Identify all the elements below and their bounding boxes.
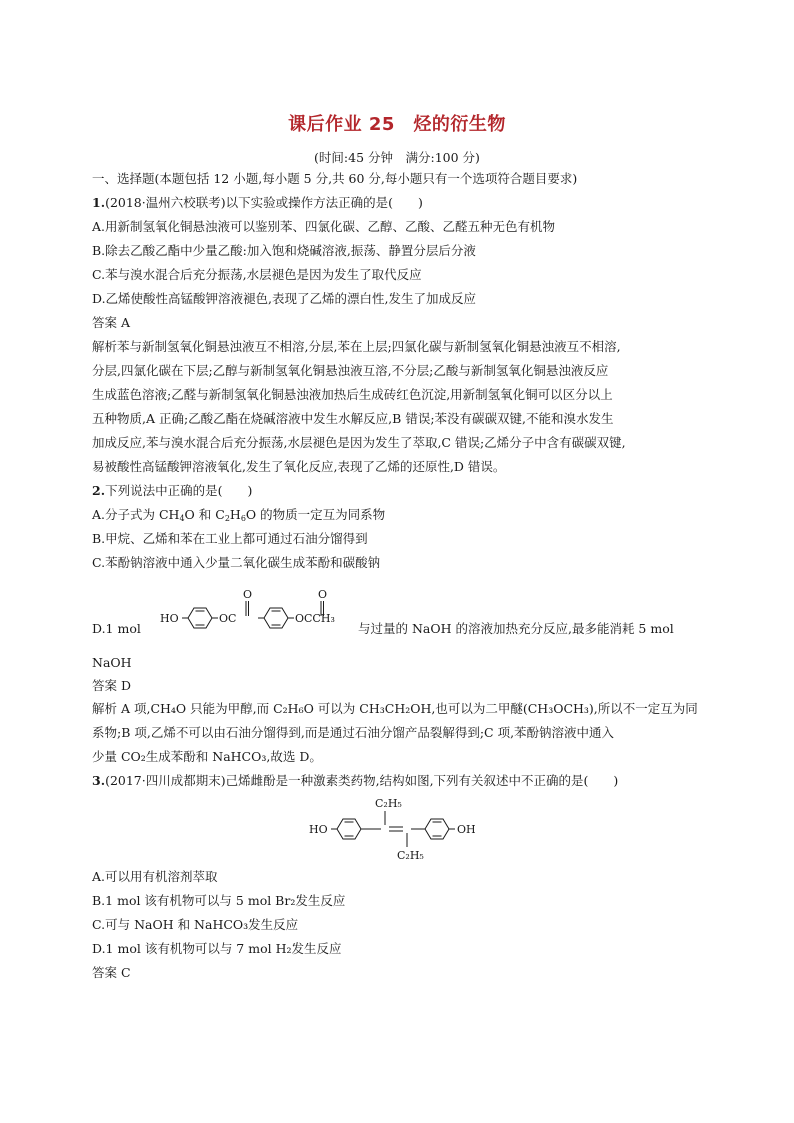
question-2-text: 下列说法中正确的是( ): [105, 483, 253, 498]
question-2-option-d-text: 与过量的 NaOH 的溶液加热充分反应,最多能消耗 5 mol: [358, 621, 674, 636]
section-heading: 一、选择题(本题包括 12 小题,每小题 5 分,共 60 分,每小题只有一个选项符合题目要求): [92, 171, 578, 186]
question-3-number: 3.: [92, 773, 106, 788]
question-1-stem: [92, 194, 423, 212]
question-2-option-c: C.苯酚钠溶液中通入少量二氧化碳生成苯酚和碳酸钠: [92, 555, 381, 570]
question-2-analysis-line: 系物;B 项,乙烯不可以由石油分馏得到,而是通过石油分馏产品裂解得到;C 项,苯酚钠溶液中通入: [92, 725, 615, 740]
question-3-answer: 答案 C: [92, 965, 131, 980]
mol-label-ho: HO: [160, 612, 179, 625]
question-2-number: 2.: [92, 483, 106, 498]
mol-label-ethyl-bottom: C₂H₅: [397, 849, 424, 862]
question-2-option-b: B.甲烷、乙烯和苯在工业上都可通过石油分馏得到: [92, 531, 368, 546]
question-3-option-a: A.可以用有机溶剂萃取: [92, 869, 218, 884]
question-1-analysis-line: 加成反应,苯与溴水混合后充分振荡,水层褪色是因为发生了萃取,C 错误;乙烯分子中含有碳碳双键,: [92, 435, 626, 450]
question-1-option-d: D.乙烯使酸性高锰酸钾溶液褪色,表现了乙烯的漂白性,发生了加成反应: [92, 291, 476, 306]
question-2-answer: 答案 D: [92, 678, 131, 693]
question-3-text: (2017·四川成都期末)己烯雌酚是一种激素类药物,结构如图,下列有关叙述中不正确的是( ): [105, 773, 619, 788]
page-title: 课后作业 25 烃的衍生物: [288, 114, 506, 135]
question-2-analysis-line: 解析 A 项,CH₄O 只能为甲醇,而 C₂H₆O 可以为 CH₃CH₂OH,也可以为二甲醚(CH₃OCH₃),所以不一定互为同: [92, 701, 698, 716]
question-1-analysis-line: 易被酸性高锰酸钾溶液氧化,发生了氧化反应,表现了乙烯的还原性,D 错误。: [92, 459, 506, 474]
question-1-option-a: A.用新制氢氧化铜悬浊液可以鉴别苯、四氯化碳、乙醇、乙酸、乙醛五种无色有机物: [92, 219, 556, 234]
mol-label-ethyl-top: C₂H₅: [375, 797, 402, 810]
mol-label-oc: OC: [219, 612, 237, 625]
question-2-option-d-prefix: D.1 mol: [92, 621, 141, 636]
question-3-option-b: B.1 mol 该有机物可以与 5 mol Br₂发生反应: [92, 893, 346, 908]
mol-label-oh: OH: [457, 823, 476, 836]
question-2-analysis-line: 少量 CO₂生成苯酚和 NaHCO₃,故选 D。: [92, 749, 322, 764]
question-1-analysis-line: 五种物质,A 正确;乙酸乙酯在烧碱溶液中发生水解反应,B 错误;苯没有碳碳双键,不能和溴水发生: [92, 411, 614, 426]
question-2-stem: [92, 482, 252, 500]
question-2-option-a: A.分子式为 $CH_4O$ 和 $C_2H_6O$ 的物质一定互为同系物: [92, 507, 386, 523]
question-1-number: 1.: [92, 195, 106, 210]
mol-label-occh3: OCCH₃: [295, 612, 335, 625]
question-3-option-c: C.可与 NaOH 和 NaHCO₃发生反应: [92, 917, 299, 932]
question-1-option-b: B.除去乙酸乙酯中少量乙酸:加入饱和烧碱溶液,振荡、静置分层后分液: [92, 243, 476, 258]
question-1-text: (2018·温州六校联考)以下实验或操作方法正确的是( ): [105, 195, 423, 210]
question-1-answer: 答案 A: [92, 315, 131, 330]
mol-label-o2: O: [318, 588, 328, 601]
mol-label-o1: O: [243, 588, 253, 601]
question-1-option-c: C.苯与溴水混合后充分振荡,水层褪色是因为发生了取代反应: [92, 267, 422, 282]
ester-structure-diagram: [158, 588, 358, 642]
question-3-stem: [92, 772, 618, 790]
diethylstilbestrol-structure-diagram: [305, 795, 505, 867]
question-1-analysis-line: 生成蓝色溶液;乙醛与新制氢氧化铜悬浊液加热后生成砖红色沉淀,用新制氢氧化铜可以区分以上: [92, 387, 613, 402]
question-1-analysis-line: 解析苯与新制氢氧化铜悬浊液互不相溶,分层,苯在上层;四氯化碳与新制氢氧化铜悬浊液互不相溶,: [92, 339, 621, 354]
question-3-option-d: D.1 mol 该有机物可以与 7 mol H₂发生反应: [92, 941, 342, 956]
page-subtitle: (时间:45 分钟 满分:100 分): [314, 150, 480, 165]
question-1-analysis-line: 分层,四氯化碳在下层;乙醇与新制氢氧化铜悬浊液互溶,不分层;乙酸与新制氢氧化铜悬浊液反应: [92, 363, 609, 378]
mol-label-ho: HO: [309, 823, 328, 836]
question-2-option-d-tail: NaOH: [92, 655, 132, 670]
